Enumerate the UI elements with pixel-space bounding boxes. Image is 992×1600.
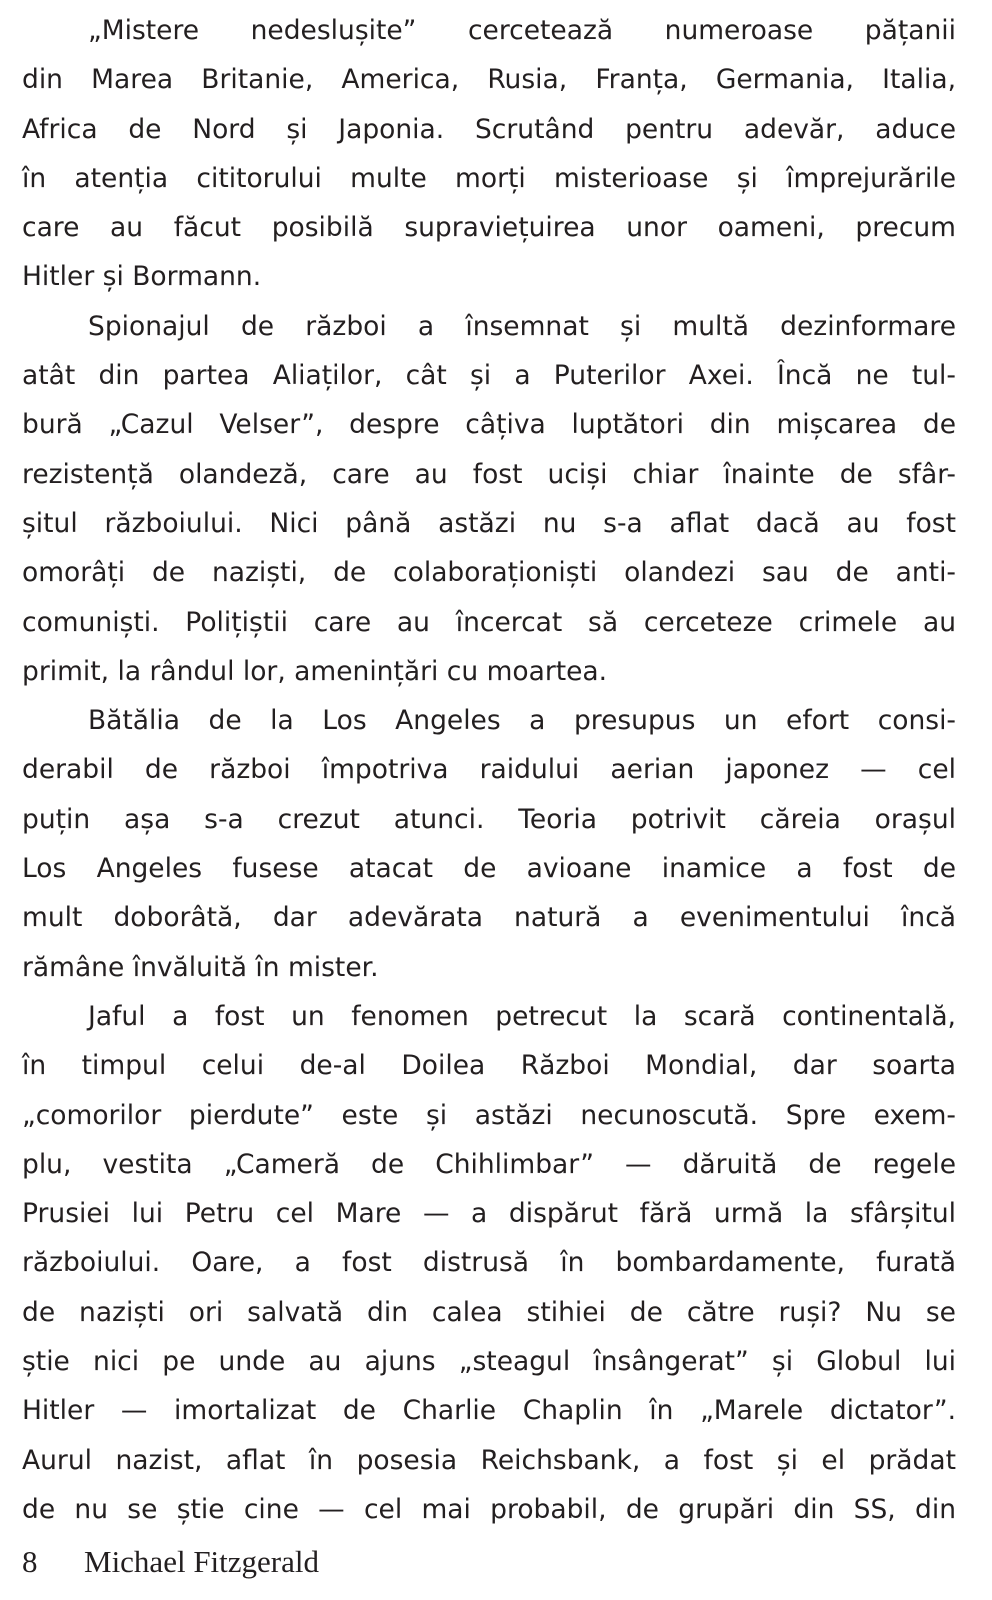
- paragraph-2-line-5: șitul războiului. Nici până astăzi nu s-a aflat dacă au fost: [22, 507, 956, 539]
- paragraph-1-line-2: din Marea Britanie, America, Rusia, Franța, Germania, Italia,: [22, 64, 956, 96]
- paragraph-1-line-6: Hitler și Bormann.: [22, 261, 262, 293]
- paragraph-3-line-1: Bătălia de la Los Angeles a presupus un efort consi-: [88, 705, 956, 737]
- paragraph-4-line-3: „comorilor pierdute” este și astăzi necunoscută. Spre exem-: [22, 1099, 956, 1131]
- paragraph-2-line-7: comuniști. Polițiștii care au încercat să cerceteze crimele au: [22, 606, 956, 638]
- paragraph-3-line-5: mult doborâtă, dar adevărata natură a evenimentului încă: [22, 902, 956, 934]
- body-text: [22, 6, 956, 1534]
- paragraph-3-line-2: derabil de război împotriva raidului aerian japonez — cel: [22, 754, 956, 786]
- paragraph-2-line-2: atât din partea Aliaților, cât și a Puterilor Axei. Încă ne tul-: [22, 360, 956, 392]
- paragraph-4-line-8: știe nici pe unde au ajuns „steagul însângerat” și Globul lui: [22, 1346, 956, 1378]
- paragraph-2-line-6: omorâți de naziști, de colaboraționiști olandezi sau de anti-: [22, 557, 956, 589]
- paragraph-4-line-7: de naziști ori salvată din calea stihiei de către ruși? Nu se: [22, 1296, 956, 1328]
- paragraph-4-line-6: războiului. Oare, a fost distrusă în bombardamente, furată: [22, 1247, 956, 1279]
- paragraph-3-line-6: rămâne învăluită în mister.: [22, 951, 379, 983]
- paragraph-4-line-9: Hitler — imortalizat de Charlie Chaplin în „Marele dictator”.: [22, 1395, 956, 1427]
- paragraph-4-line-1: Jaful a fost un fenomen petrecut la scară continentală,: [88, 1000, 956, 1032]
- paragraph-3-line-4: Los Angeles fusese atacat de avioane inamice a fost de: [22, 853, 956, 885]
- page-number: 8: [22, 1544, 38, 1579]
- paragraph-2-line-4: rezistență olandeză, care au fost uciși chiar înainte de sfâr-: [22, 458, 956, 490]
- paragraph-1-line-5: care au făcut posibilă supraviețuirea unor oameni, precum: [22, 212, 956, 244]
- paragraph-1-line-4: în atenția cititorului multe morți misterioase și împrejurările: [22, 162, 956, 194]
- paragraph-4-line-5: Prusiei lui Petru cel Mare — a dispărut fără urmă la sfârșitul: [22, 1198, 956, 1230]
- paragraph-4-line-11: de nu se știe cine — cel mai probabil, de grupări din SS, din: [22, 1493, 956, 1525]
- paragraph-3-line-3: puțin așa s-a crezut atunci. Teoria potrivit căreia orașul: [22, 803, 956, 835]
- running-footer-author: Michael Fitzgerald: [84, 1544, 319, 1579]
- paragraph-4-line-10: Aurul nazist, aflat în posesia Reichsbank, a fost și el prădat: [22, 1444, 956, 1476]
- paragraph-2-line-8: primit, la rândul lor, amenințări cu moartea.: [22, 655, 608, 687]
- paragraph-2-line-1: Spionajul de război a însemnat și multă dezinformare: [88, 310, 956, 342]
- paragraph-4-line-2: în timpul celui de-al Doilea Război Mondial, dar soarta: [22, 1050, 956, 1082]
- paragraph-4-line-4: plu, vestita „Cameră de Chihlimbar” — dăruită de regele: [22, 1148, 956, 1180]
- paragraph-2-line-3: bură „Cazul Velser”, despre câțiva luptători din mișcarea de: [22, 409, 956, 441]
- paragraph-1-line-1: „Mistere nedeslușite” cercetează numeroase pățanii: [88, 15, 956, 46]
- page-footer: [22, 1540, 319, 1584]
- paragraph-1-line-3: Africa de Nord și Japonia. Scrutând pentru adevăr, aduce: [22, 113, 956, 145]
